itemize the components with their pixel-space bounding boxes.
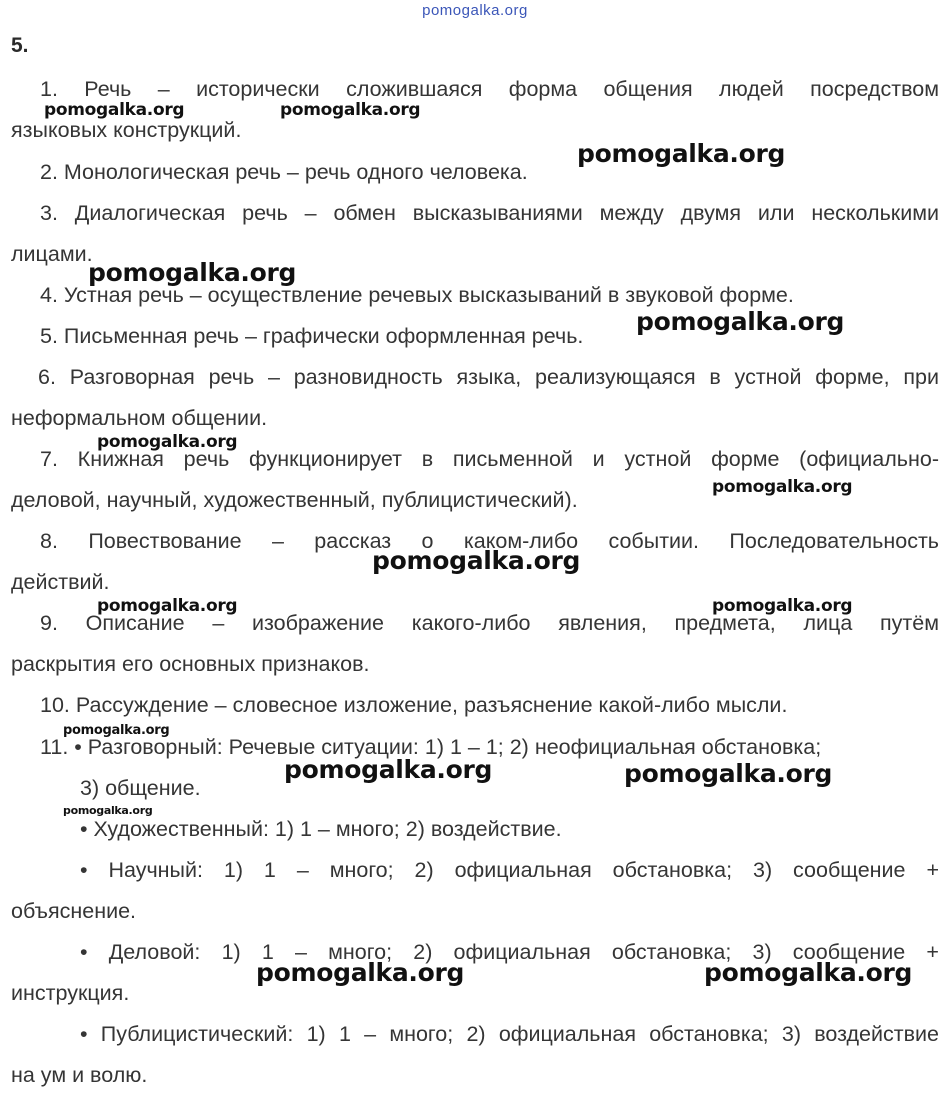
answer-line-1: 1. Речь – исторически сложившаяся форма общения людей посредством xyxy=(40,77,939,101)
answer-line-6-cont: неформальном общении. xyxy=(11,406,268,430)
answer-line-8-cont: действий. xyxy=(11,570,110,594)
watermark: pomogalka.org xyxy=(284,755,493,784)
answer-line-11-cont: 3) общение. xyxy=(80,776,201,800)
answer-line-15-cont: на ум и волю. xyxy=(11,1063,148,1087)
answer-line-3: 3. Диалогическая речь – обмен высказываниями между двумя или несколькими xyxy=(40,201,939,225)
answer-line-2: 2. Монологическая речь – речь одного человека. xyxy=(40,160,528,184)
answer-line-4: 4. Устная речь – осуществление речевых высказываний в звуковой форме. xyxy=(40,283,794,307)
answer-line-9-cont: раскрытия его основных признаков. xyxy=(11,652,370,676)
answer-line-14-cont: инструкция. xyxy=(11,981,130,1005)
watermark: pomogalka.org xyxy=(97,432,238,452)
watermark: pomogalka.org xyxy=(63,723,170,738)
answer-line-15: • Публицистический: 1) 1 – много; 2) официальная обстановка; 3) воздействие xyxy=(80,1022,939,1046)
watermark: pomogalka.org xyxy=(704,958,913,987)
watermark: pomogalka.org xyxy=(624,759,833,788)
watermark: pomogalka.org xyxy=(636,307,845,336)
watermark: pomogalka.org xyxy=(372,546,581,575)
watermark: pomogalka.org xyxy=(577,139,786,168)
answer-line-12: • Художественный: 1) 1 – много; 2) воздействие. xyxy=(80,817,562,841)
watermark: pomogalka.org xyxy=(280,100,421,120)
watermark: pomogalka.org xyxy=(97,596,238,616)
answer-line-13: • Научный: 1) 1 – много; 2) официальная обстановка; 3) сообщение + xyxy=(80,858,939,882)
watermark: pomogalka.org xyxy=(712,596,853,616)
answer-line-14: • Деловой: 1) 1 – много; 2) официальная обстановка; 3) сообщение + xyxy=(80,940,939,964)
watermark: pomogalka.org xyxy=(44,100,185,120)
answer-line-3-cont: лицами. xyxy=(11,242,93,266)
watermark: pomogalka.org xyxy=(712,477,853,497)
answer-line-1-cont: языковых конструкций. xyxy=(11,118,242,142)
answer-line-7: 7. Книжная речь функционирует в письменной и устной форме (официально- xyxy=(40,447,939,471)
answer-line-8: 8. Повествование – рассказ о каком-либо событии. Последовательность xyxy=(40,529,939,553)
answer-line-7-cont: деловой, научный, художественный, публицистический). xyxy=(11,488,578,512)
answer-line-5: 5. Письменная речь – графически оформленная речь. xyxy=(40,324,584,348)
answer-line-9: 9. Описание – изображение какого-либо явления, предмета, лица путём xyxy=(40,611,939,635)
site-url-header[interactable]: pomogalka.org xyxy=(422,2,528,19)
task-number: 5. xyxy=(11,34,29,57)
watermark: pomogalka.org xyxy=(88,258,297,287)
watermark: pomogalka.org xyxy=(256,958,465,987)
watermark: pomogalka.org xyxy=(63,804,153,817)
answer-line-6: 6. Разговорная речь – разновидность языка, реализующаяся в устной форме, при xyxy=(38,365,939,389)
answer-line-10: 10. Рассуждение – словесное изложение, разъяснение какой-либо мысли. xyxy=(40,693,788,717)
answer-line-13-cont: объяснение. xyxy=(11,899,137,923)
answer-line-11: 11. • Разговорный: Речевые ситуации: 1) 1 – 1; 2) неофициальная обстановка; xyxy=(40,735,822,759)
